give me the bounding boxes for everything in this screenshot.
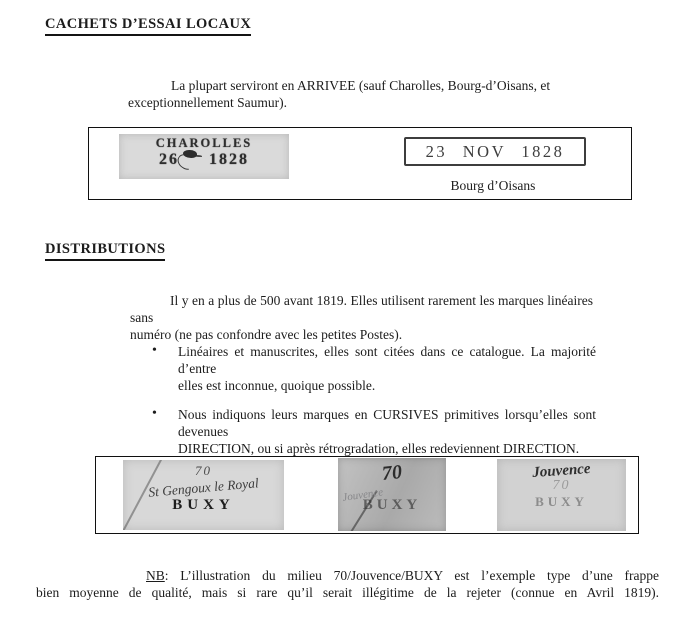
buxy-postmark-image-right [497, 459, 626, 531]
buxy-postmark-image-middle [338, 458, 446, 531]
stamp-number: 70 [380, 461, 404, 485]
charolles-postmark-image [119, 134, 289, 179]
nb-line: bien moyenne de qualité, mais si rare qu’il serait illégitime de la rejeter (connue en Avril 1819). [36, 585, 659, 600]
list-item [150, 406, 596, 457]
stamp-year: 1828 [209, 151, 249, 168]
stamp-town-name: BUXY [172, 497, 235, 513]
nb-line [36, 567, 659, 584]
stamp-cursive-text: St Gengoux le Royal [147, 475, 260, 500]
bullet-list [150, 343, 596, 457]
charolles-stamp-town: CHAROLLES [155, 136, 253, 150]
bullet-line: Linéaires et manuscrites, elles sont citées dans ce catalogue. La majorité d’entre [178, 344, 596, 376]
stamp-cursive-text: Jouvence [531, 460, 592, 482]
stamp-day: 26 [159, 151, 179, 168]
paragraph-line: Il y en a plus de 500 avant 1819. Elles utilisent rarement les marques linéaires sans [130, 293, 593, 325]
bullet-line: DIRECTION, ou si après rétrogradation, elles redeviennent DIRECTION. [178, 441, 580, 456]
stamp-town-name: BUXY [362, 497, 422, 513]
smudged-month-mark [179, 153, 209, 164]
bullet-line: elles est inconnue, quoique possible. [178, 378, 376, 393]
paragraph-line: numéro (ne pas confondre avec les petites Postes). [130, 327, 403, 342]
paragraph-line: exceptionnellement Saumur). [128, 95, 287, 110]
bullet-icon: • [152, 343, 157, 358]
stamp-number: 70 [552, 478, 571, 493]
section-heading-cachets: CACHETS D’ESSAI LOCAUX [45, 16, 251, 36]
nb-text: : L’illustration du milieu 70/Jouvence/BUXY est l’exemple type d’une frappe [164, 568, 659, 583]
list-item [150, 343, 596, 394]
figure-postmarks-buxy [95, 456, 639, 534]
bullet-line: Nous indiquons leurs marques en CURSIVES primitives lorsqu’elles sont devenues [178, 407, 596, 439]
paragraph-line: La plupart serviront en ARRIVEE (sauf Charolles, Bourg-d’Oisans, et [171, 78, 551, 93]
bullet-icon: • [152, 406, 157, 421]
paragraph-intro [128, 77, 580, 111]
boxed-datestamp-image: 23 NOV 1828 [404, 137, 586, 166]
figure-postmarks-arrival [88, 127, 632, 200]
section-heading-distributions: DISTRIBUTIONS [45, 241, 165, 261]
stamp-town-name: BUXY [535, 494, 588, 509]
figure-caption: Bourg d’Oisans [450, 178, 536, 193]
buxy-postmark-image-left [123, 460, 284, 530]
stamp-cursive-text: Jouvence [341, 486, 384, 504]
nota-bene-paragraph [36, 567, 659, 601]
charolles-stamp-date [119, 151, 289, 169]
nb-label: NB [146, 568, 165, 583]
paragraph-distributions [130, 292, 593, 343]
stamp-number: 70 [195, 463, 212, 478]
